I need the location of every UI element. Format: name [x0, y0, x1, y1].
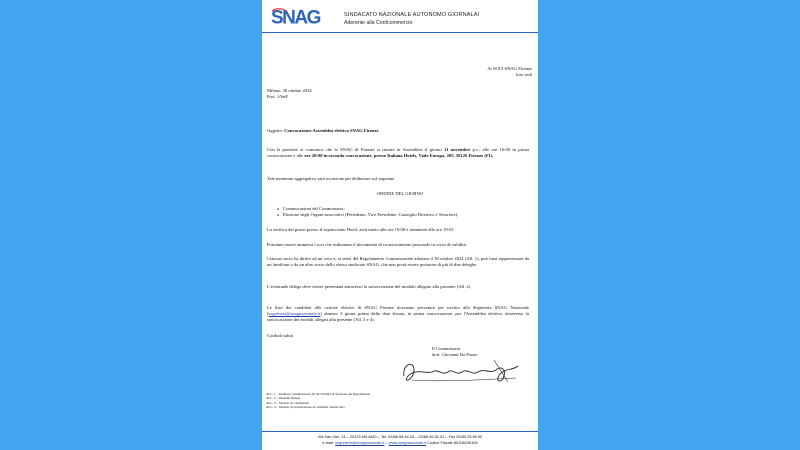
paragraph-convocation: [267, 147, 529, 159]
signatory-name: dott. Giovanni Da Pozzo: [432, 352, 478, 357]
agenda-item: ● Elezione degli Organi associativi (Presidente, Vice Presidente, Consiglio Direttivo e Tesoriere).: [274, 212, 524, 218]
attachment-item: ALL. 4 – Modulo di presentazione di candidati tramite lista: [266, 405, 345, 410]
agenda-title: ORDINE DEL GIORNO: [376, 191, 424, 196]
secretariat-email-link[interactable]: segreteria@snagnazionale.it: [268, 311, 321, 316]
recipient-line: Ai SOCI SNAG Firenze: [487, 66, 532, 71]
signatory-role: Il Commissario: [432, 346, 461, 351]
closing-greeting: Cordiali saluti: [267, 333, 294, 338]
text-run: Le liste dei candidati alle cariche elettive di SNAG Firenze dovranno pervenire per iscritto alla Segreteria SNAG Nazionale (: [267, 305, 529, 316]
agenda-list: [274, 206, 524, 218]
header-divider: [262, 32, 538, 33]
handwritten-signature: [398, 354, 526, 390]
tax-code: Codice Fiscale 80108230154: [426, 440, 478, 445]
snag-logo: [270, 7, 322, 27]
letter-page: [262, 0, 538, 450]
footer-email-link[interactable]: segreteria@snagnazionale.it: [335, 440, 385, 445]
text-run: –: [384, 440, 389, 445]
attachments-list: [266, 392, 370, 410]
place-date-block: [267, 88, 312, 100]
attachment-item: ALL. 3 – Modulo di candidatura: [266, 400, 310, 405]
recipient-block: [487, 66, 532, 78]
subject-line: [267, 128, 379, 134]
recipient-line: loro sedi: [516, 72, 532, 77]
svg-text:SNAG: SNAG: [271, 7, 320, 27]
paragraph-voting: Ciascun socio ha diritto ad un voto e, ai sensi del Regolamento Commissariale adottato il 30 ottobre 2024 (All. 1), può farsi rappresentare da un familiare o da un altro socio dello stesso sindacato SNAG, che non potrà essere portatore di più di due deleghe.: [267, 256, 529, 267]
text-run: Con la presente si comunica che lo SNAG di Firenze si riunirà in Assemblea il giorno: [267, 147, 445, 152]
subject-text: Convocazione Assemblea elettiva SNAG Firenze: [284, 128, 379, 133]
meeting-venue: ore 20:00 in seconda convocazione, presso Italiana Hotels, Viale Europa, 205, 50126 Firenze (FI).: [304, 153, 494, 158]
text-run: p.v., alle ore 16:00 in prima convocazione e alle: [267, 147, 529, 158]
footer-address: Via San Vito, 24 – 20123 MILANO – Tel. 02/86.98.44.15 – 02/86.45.51.01 – Fax 02/80.29.85.90: [317, 434, 483, 439]
paragraph-candidate-lists: [267, 305, 529, 323]
org-name: SINDACATO NAZIONALE AUTONOMO GIORNALAI: [344, 12, 480, 18]
org-subtitle: Aderente alla Confcommercio: [344, 20, 413, 26]
text-run: ) almeno 3 giorni prima della data fissata, in prima convocazione, per l'Assemblea elettiva, attraverso la sottoscrizione dei moduli allegati alla presente (All. 3 e 4).: [267, 311, 529, 322]
agenda-item: ● Comunicazioni del Commissario;: [274, 206, 524, 212]
footer-divider: [262, 431, 538, 432]
paragraph-delegation: L'eventuale delega deve essere presentata attraverso la sottoscrizione del modulo allegato alla presente (All. 2).: [267, 284, 472, 289]
paragraph-verification: La verifica dei poteri presso il sopraccitato Hotel, avrà inizio alle ore 19:00 e terminerà alle ore 19:55.: [267, 227, 455, 232]
protocol-number: Prot. 1/SnF: [267, 94, 288, 99]
attachment-item: ALL. 1 – Delibera commissariale del 30/10/2024 di adozione del Regolamento: [266, 392, 371, 396]
paragraph-intro-agenda: Tale momento aggregativo sarà occasione per deliberare sul seguente: [267, 176, 395, 181]
subject-prefix: Oggetto:: [267, 128, 285, 133]
footer-website-link[interactable]: www.snagnazionale.it: [388, 440, 427, 445]
place-date: Milano, 30 ottobre 2024: [267, 88, 312, 93]
meeting-date: 11 novembre: [444, 147, 471, 152]
attachment-item: ALL. 2 – Modello Delega: [266, 396, 301, 401]
text-run: e-mail:: [322, 440, 336, 445]
paragraph-admission: Potranno essere ammessi i soci che esibiranno il documento di riconoscimento personale in corso di validità.: [267, 242, 467, 247]
footer-contacts: [262, 440, 538, 445]
